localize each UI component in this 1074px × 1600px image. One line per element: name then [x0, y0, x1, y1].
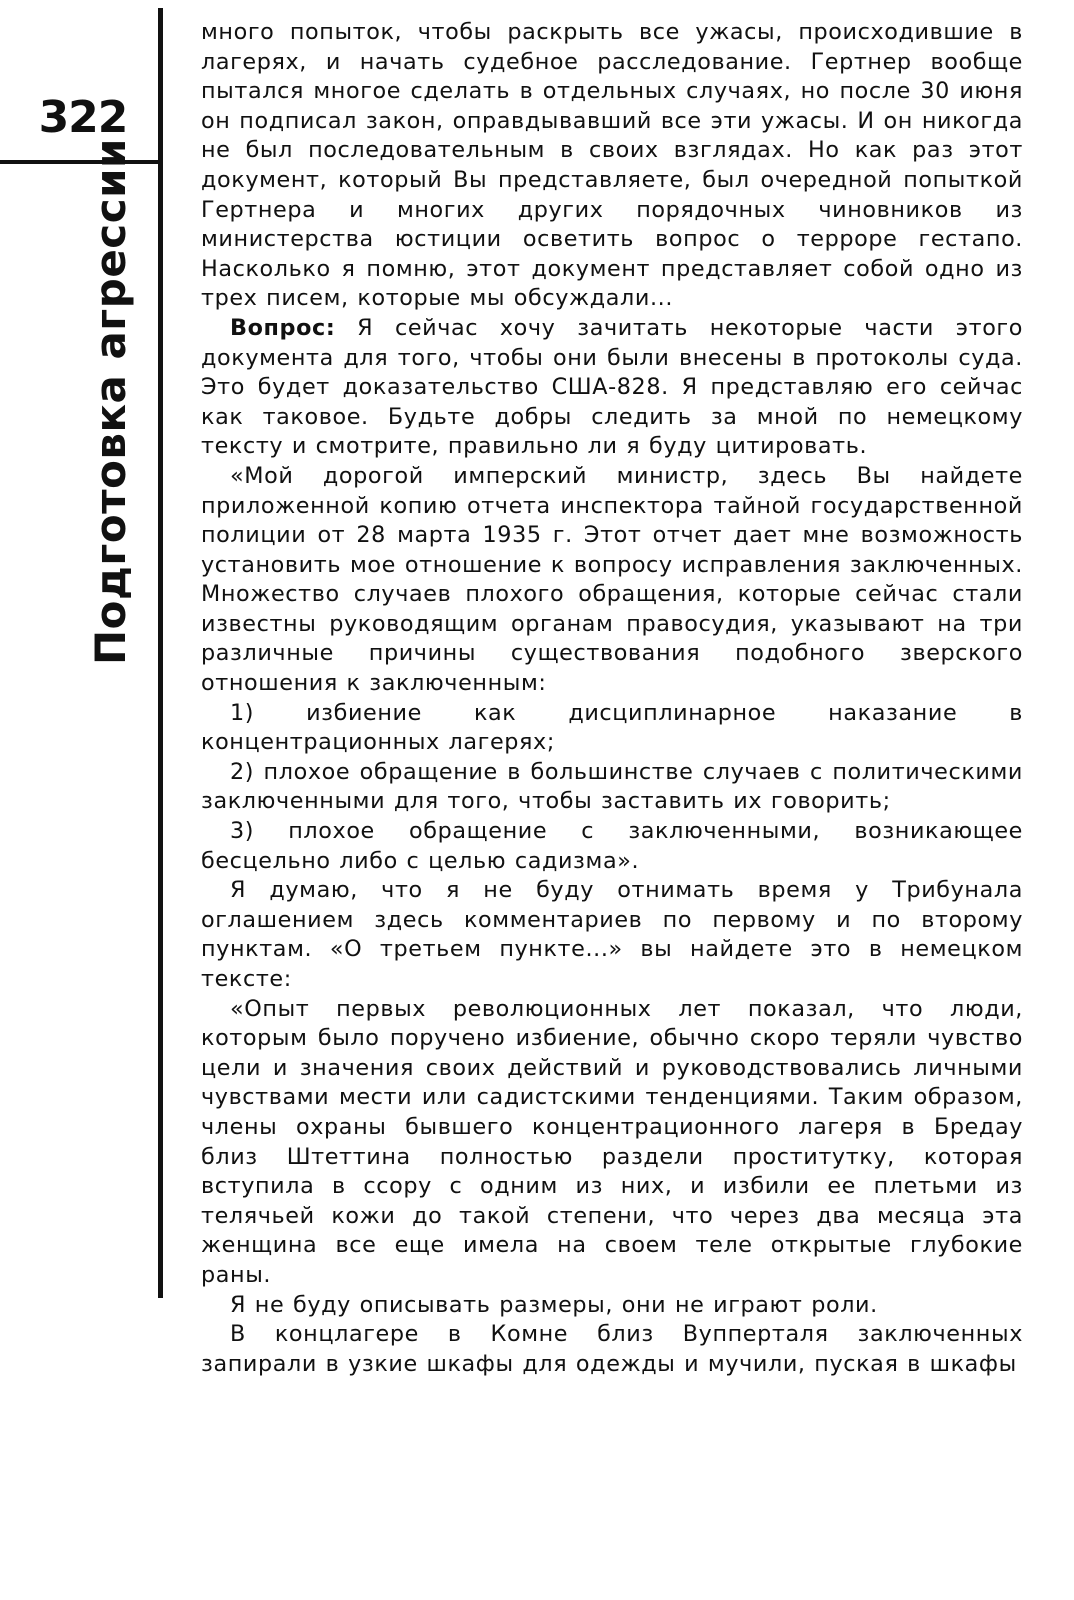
- list-item: [201, 758, 1023, 817]
- paragraph-text: 2) плохое обращение в большинстве случаев с политическими заключенными для того, чтобы заставить их говорить;: [201, 758, 1023, 815]
- paragraph-text: много попыток, чтобы раскрыть все ужасы, происходившие в лагерях, и начать судебное расследование. Гертнер вообще пытался многое сделать в отдельных случаях, но после 30 июня он подписал закон, оправдывавший все эти ужасы. И он никогда не был последовательным в своих взглядах. Но как раз этот документ, который Вы представляете, был очередной попыткой Гертнера и многих других порядочных чиновников из министерства юстиции осветить вопрос о терроре гестапо. Насколько я помню, этот документ представляет собой одно из трех писем, которые мы обсуждали...: [201, 19, 1023, 312]
- paragraph-text: Я не буду описывать размеры, они не играют роли.: [230, 1291, 878, 1318]
- paragraph-text: В концлагере в Комне близ Вупперталя заключенных запирали в узкие шкафы для одежды и мучили, пуская в шкафы: [201, 1321, 1023, 1377]
- question-label: Вопрос:: [230, 314, 336, 341]
- paragraph: [201, 1320, 1023, 1379]
- margin-vertical-rule: [158, 8, 163, 1298]
- paragraph: [201, 462, 1023, 699]
- paragraph: [201, 995, 1023, 1291]
- page-number-rule: [0, 160, 160, 164]
- list-item: [201, 699, 1023, 758]
- running-head: Подготовка агрессии: [86, 138, 135, 665]
- paragraph-text: 3) плохое обращение с заключенными, возникающее бесцельно либо с целью садизма».: [201, 818, 1023, 874]
- paragraph-text: 1) избиение как дисциплинарное наказание в концентрационных лагерях;: [201, 699, 1023, 756]
- paragraph: [201, 18, 1023, 314]
- text-column: [201, 18, 1023, 1379]
- paragraph-text: Я сейчас хочу зачитать некоторые части этого документа для того, чтобы они были внесены в протоколы суда. Это будет доказательство США-828. Я представляю его сейчас как таковое. Будьте добры следить за мной по немецкому тексту и смотрите, правильно ли я буду цитировать.: [201, 314, 1023, 460]
- paragraph: [201, 1291, 1023, 1321]
- page-number: 322: [38, 92, 128, 143]
- paragraph: [201, 314, 1023, 462]
- list-item: [201, 817, 1023, 876]
- paragraph-text: «Мой дорогой имперский министр, здесь Вы найдете приложенной копию отчета инспектора тайной государственной полиции от 28 марта 1935 г. Этот отчет дает мне возможность установить мое отношение к вопросу исправления заключенных. Множество случаев плохого обращения, которые сейчас стали известны руководящим органам правосудия, указывают на три различные причины существования подобного зверского отношения к заключенным:: [201, 462, 1023, 697]
- paragraph-text: Я думаю, что я не буду отнимать время у Трибунала оглашением здесь комментариев по первому и по второму пунктам. «О третьем пункте...» вы найдете это в немецком тексте:: [201, 877, 1023, 992]
- paragraph: [201, 876, 1023, 994]
- paragraph-text: «Опыт первых революционных лет показал, что люди, которым было поручено избиение, обычно скоро теряли чувство цели и значения своих действий и руководствовались личными чувствами мести или садистскими тенденциями. Таким образом, члены охраны бывшего концентрационного лагеря в Бредау близ Штеттина полностью раздели проститутку, которая вступила в ссору с одним из них, и избили ее плетьми из телячьей кожи до такой степени, что через два месяца эта женщина все еще имела на своем теле открытые глубокие раны.: [201, 995, 1023, 1288]
